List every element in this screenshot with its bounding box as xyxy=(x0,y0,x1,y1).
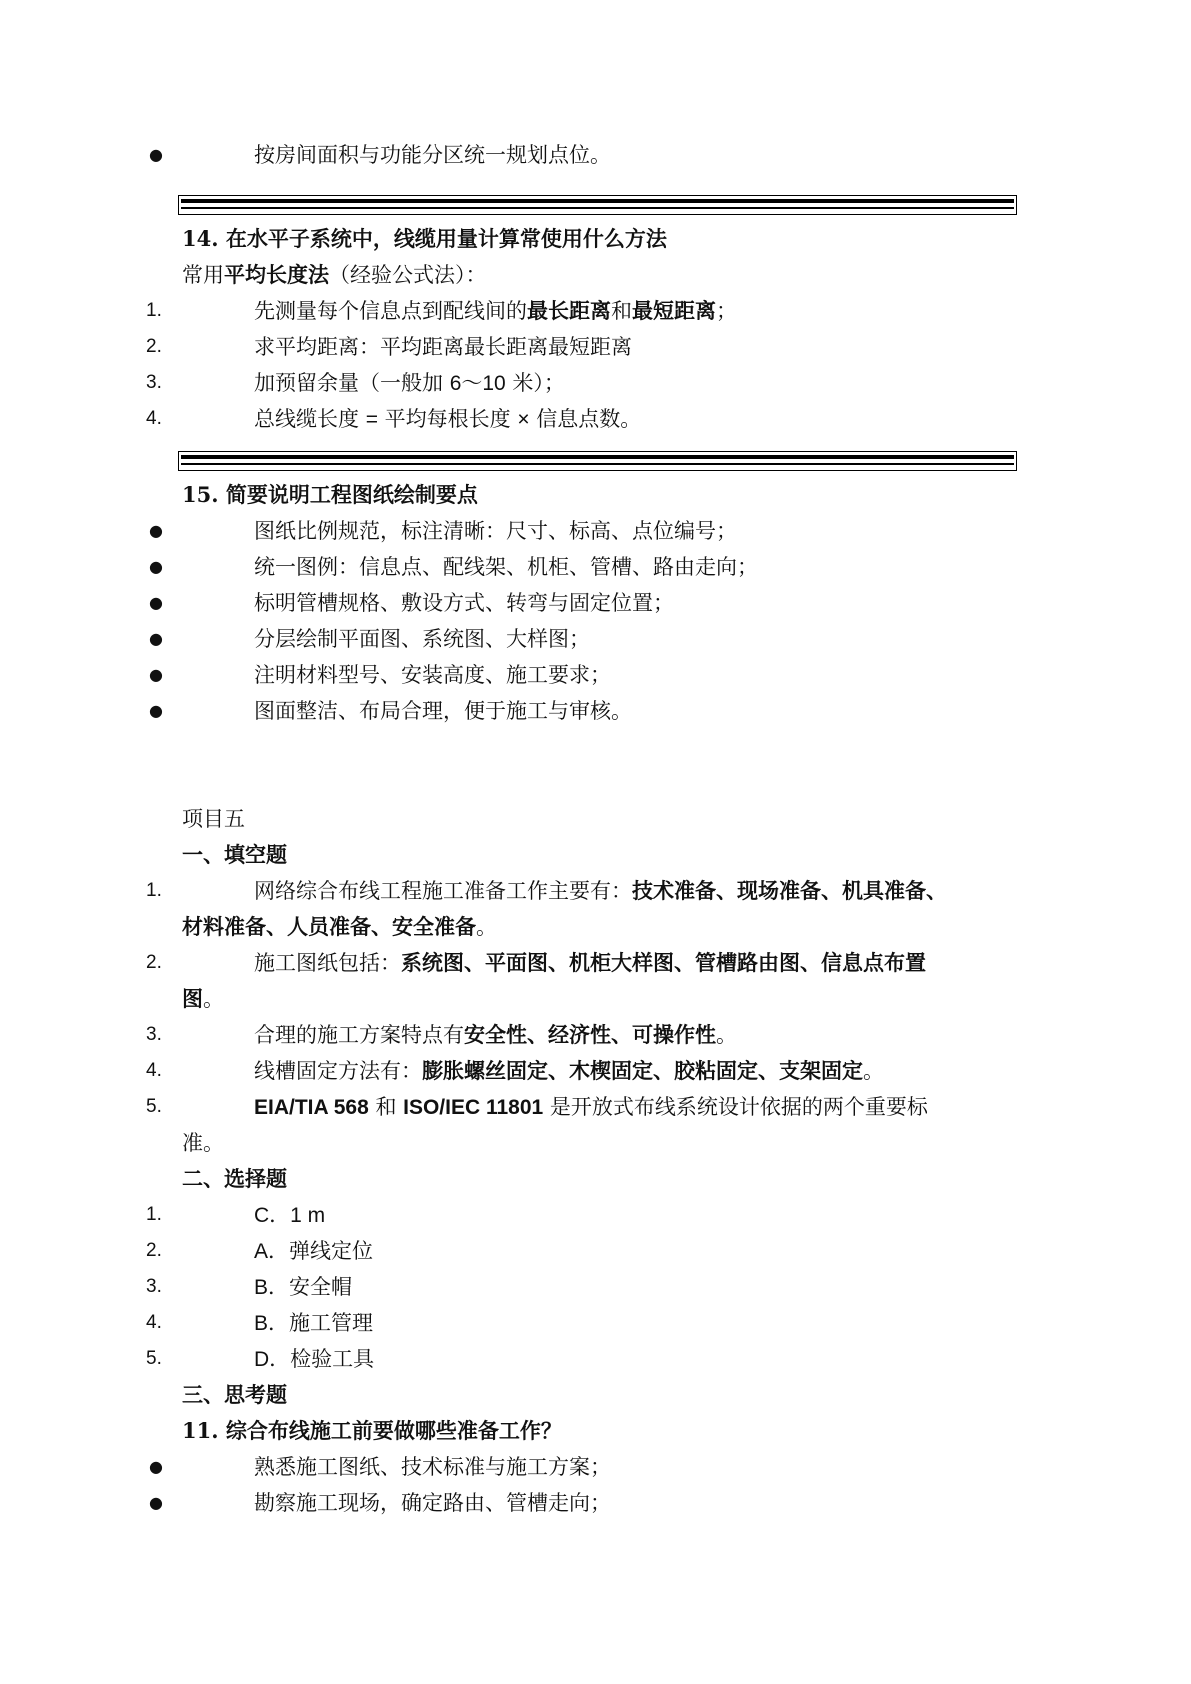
list-item xyxy=(0,657,1191,693)
list-item-text: 熟悉施工图纸、技术标准与施工方案； xyxy=(254,1455,611,1479)
bullet-icon: ● xyxy=(149,521,163,540)
item-text: 线槽固定方法有：膨胀螺丝固定、木楔固定、胶粘固定、支架固定。 xyxy=(254,1058,884,1083)
double-divider xyxy=(178,451,1017,471)
item-continuation xyxy=(0,981,1191,1017)
item-text: 准。 xyxy=(182,1131,224,1155)
answer-text: A．弹线定位 xyxy=(254,1239,374,1263)
numbered-item xyxy=(0,1053,1191,1089)
item-number: 1. xyxy=(146,880,162,901)
item-text: 网络综合布线工程施工准备工作主要有：技术准备、现场准备、机具准备、 xyxy=(254,878,947,903)
double-divider xyxy=(178,195,1017,215)
answer-item xyxy=(0,1233,1191,1269)
bullet-icon: ● xyxy=(149,665,163,684)
fill-blank-heading: 一、填空题 xyxy=(182,842,287,867)
item-number: 3. xyxy=(146,372,162,393)
numbered-item xyxy=(0,401,1191,437)
bullet-icon: ● xyxy=(149,557,163,576)
list-item xyxy=(0,513,1191,549)
list-item xyxy=(0,137,1191,173)
item-text: 图。 xyxy=(182,986,224,1011)
list-item-text: 注明材料型号、安装高度、施工要求； xyxy=(254,663,611,687)
item-number: 3. xyxy=(146,1276,162,1297)
item-number: 2. xyxy=(146,336,162,357)
item-text: 总线缆长度 = 平均每根长度 × 信息点数。 xyxy=(254,407,642,431)
item-number: 3. xyxy=(146,1024,162,1045)
list-item xyxy=(0,549,1191,585)
list-item xyxy=(0,585,1191,621)
question-title: 11. 综合布线施工前要做哪些准备工作？ xyxy=(182,1418,562,1443)
item-continuation xyxy=(0,1125,1191,1161)
list-item xyxy=(0,1449,1191,1485)
item-number: 2. xyxy=(146,952,162,973)
question-title: 15. 简要说明工程图纸绘制要点 xyxy=(182,482,478,507)
item-number: 5. xyxy=(146,1096,162,1117)
list-item xyxy=(0,1485,1191,1521)
bullet-icon: ● xyxy=(149,145,163,164)
item-number: 1. xyxy=(146,1204,162,1225)
item-number: 4. xyxy=(146,408,162,429)
question-heading xyxy=(0,221,1191,257)
list-item xyxy=(0,693,1191,729)
answer-item xyxy=(0,1341,1191,1377)
list-item-text: 图面整洁、布局合理，便于施工与审核。 xyxy=(254,699,632,723)
section-heading xyxy=(0,837,1191,873)
list-item-text: 勘察施工现场，确定路由、管槽走向； xyxy=(254,1491,611,1515)
bullet-icon: ● xyxy=(149,1457,163,1476)
item-number: 2. xyxy=(146,1240,162,1261)
question-heading xyxy=(0,1413,1191,1449)
numbered-item xyxy=(0,365,1191,401)
item-continuation xyxy=(0,909,1191,945)
numbered-item xyxy=(0,329,1191,365)
numbered-item xyxy=(0,1017,1191,1053)
section-heading xyxy=(0,1377,1191,1413)
paragraph-text: 常用平均长度法（经验公式法）： xyxy=(182,262,487,287)
numbered-item xyxy=(0,873,1191,909)
item-text: EIA/TIA 568 和 ISO/IEC 11801 是开放式布线系统设计依据的两个重要标 xyxy=(254,1095,928,1119)
paragraph xyxy=(0,257,1191,293)
list-item-text: 按房间面积与功能分区统一规划点位。 xyxy=(254,143,611,167)
choice-heading: 二、选择题 xyxy=(182,1166,287,1191)
list-item-text: 图纸比例规范，标注清晰：尺寸、标高、点位编号； xyxy=(254,519,737,543)
answer-text: D．检验工具 xyxy=(254,1347,375,1371)
item-text: 材料准备、人员准备、安全准备。 xyxy=(182,914,497,939)
answer-text: B．施工管理 xyxy=(254,1311,374,1335)
item-number: 5. xyxy=(146,1348,162,1369)
item-text: 加预留余量（一般加 6～10 米）； xyxy=(254,371,565,395)
answer-text: B．安全帽 xyxy=(254,1275,353,1299)
numbered-item xyxy=(0,293,1191,329)
bullet-icon: ● xyxy=(149,701,163,720)
answer-item xyxy=(0,1197,1191,1233)
item-text: 先测量每个信息点到配线间的最长距离和最短距离； xyxy=(254,298,737,323)
question-heading xyxy=(0,477,1191,513)
section-heading xyxy=(0,1161,1191,1197)
list-item-text: 分层绘制平面图、系统图、大样图； xyxy=(254,627,590,651)
numbered-item xyxy=(0,1089,1191,1125)
list-item-text: 统一图例：信息点、配线架、机柜、管槽、路由走向； xyxy=(254,555,758,579)
answer-item xyxy=(0,1269,1191,1305)
project-title: 项目五 xyxy=(182,807,245,831)
answer-text: C．1 m xyxy=(254,1204,326,1227)
list-item xyxy=(0,621,1191,657)
item-number: 1. xyxy=(146,300,162,321)
answer-item xyxy=(0,1305,1191,1341)
bullet-icon: ● xyxy=(149,593,163,612)
item-number: 4. xyxy=(146,1060,162,1081)
item-text: 合理的施工方案特点有安全性、经济性、可操作性。 xyxy=(254,1022,737,1047)
bullet-icon: ● xyxy=(149,629,163,648)
item-number: 4. xyxy=(146,1312,162,1333)
question-title: 14. 在水平子系统中，线缆用量计算常使用什么方法 xyxy=(182,226,667,251)
bullet-icon: ● xyxy=(149,1493,163,1512)
numbered-item xyxy=(0,945,1191,981)
section-title xyxy=(0,801,1191,837)
item-text: 施工图纸包括：系统图、平面图、机柜大样图、管槽路由图、信息点布置 xyxy=(254,950,926,975)
item-text: 求平均距离：平均距离最长距离最短距离 xyxy=(254,335,632,359)
think-heading: 三、思考题 xyxy=(182,1382,287,1407)
list-item-text: 标明管槽规格、敷设方式、转弯与固定位置； xyxy=(254,591,674,615)
